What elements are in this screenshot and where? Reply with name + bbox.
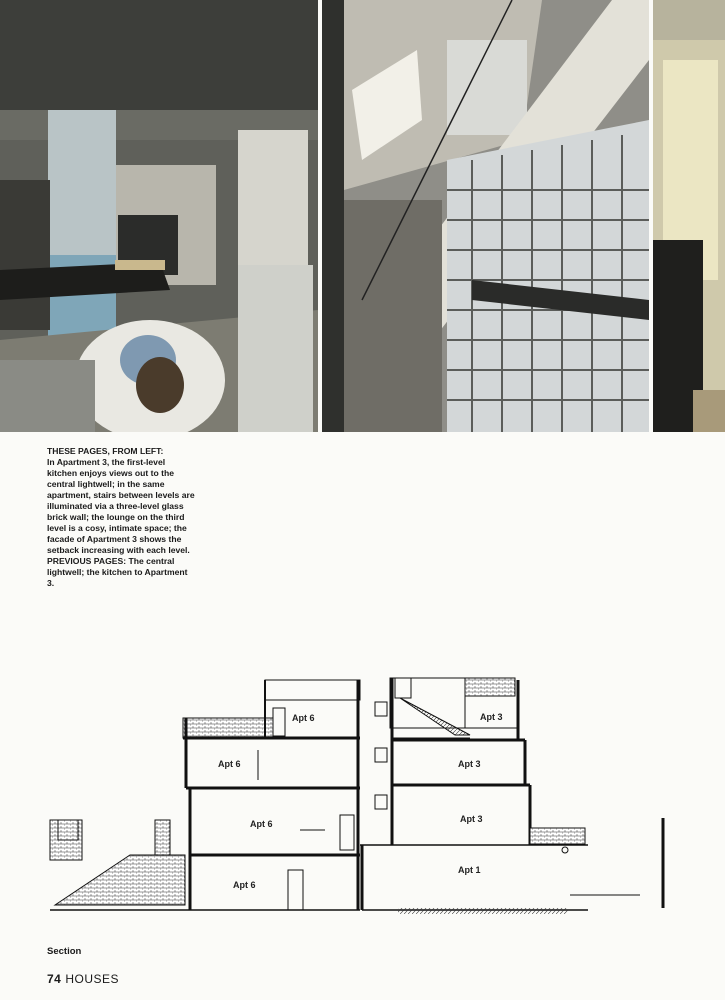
kitchen-photo-image — [0, 0, 318, 432]
label-apt6-upper: Apt 6 — [218, 759, 241, 769]
label-apt3-lower: Apt 3 — [460, 814, 483, 824]
page-folio — [47, 972, 119, 986]
label-apt1: Apt 1 — [458, 865, 481, 875]
caption-heading: THESE PAGES, FROM LEFT: — [47, 446, 164, 456]
label-apt3-mid: Apt 3 — [458, 759, 481, 769]
kitchen-photo — [0, 0, 318, 432]
photo-caption — [47, 446, 197, 589]
label-apt6-mid: Apt 6 — [250, 819, 273, 829]
label-apt6-lower: Apt 6 — [233, 880, 256, 890]
stair-photo — [322, 0, 649, 432]
lounge-photo-image — [653, 0, 725, 432]
page-number: 74 — [47, 972, 62, 986]
section-drawing — [40, 670, 680, 920]
section-drawing-svg — [40, 670, 680, 920]
caption-body: In Apartment 3, the first-level kitchen enjoys views out to the central lightwell; in the same apartment, stairs between levels are illuminated via a three-level glass brick wall; the lounge on the third level is a cosy, intimate space; the facade of Apartment 3 shows the setback increasing with each level. PREVIOUS PAGES: The central lightwell; the kitchen to Apartment 3. — [47, 457, 195, 588]
label-apt6-top: Apt 6 — [292, 713, 315, 723]
stair-photo-image — [322, 0, 649, 432]
publication-name: HOUSES — [65, 972, 120, 986]
lounge-photo — [653, 0, 725, 432]
label-apt3-top: Apt 3 — [480, 712, 503, 722]
drawing-title: Section — [47, 946, 82, 957]
